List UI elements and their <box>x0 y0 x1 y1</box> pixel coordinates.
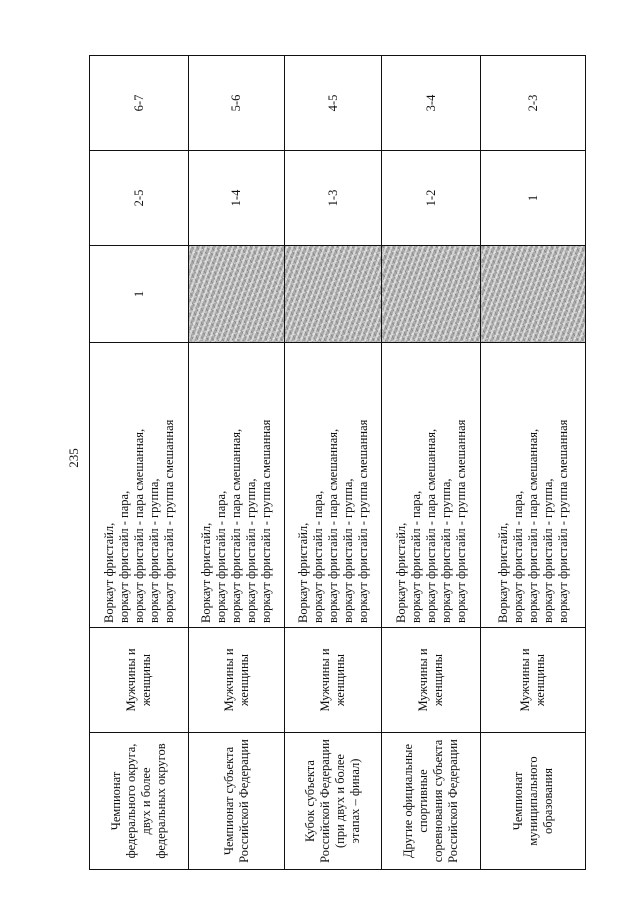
place-cell-a: 1 <box>90 246 189 343</box>
competition-cell: Другие официальные спортивные соревнования субъекта Российской Федерации <box>382 733 481 870</box>
place-cell-b: 1-4 <box>189 151 285 246</box>
table-row <box>481 56 586 870</box>
table-viewport <box>62 82 570 863</box>
competition-cell: Чемпионат муниципального образования <box>481 733 586 870</box>
participants-cell: Мужчины и женщины <box>285 628 382 733</box>
discipline-line: воркаут фристайл - группа смешанная <box>161 419 176 623</box>
discipline-line: воркаут фристайл - группа смешанная <box>355 419 370 623</box>
place-cell-c: 2-3 <box>481 56 586 151</box>
ranking-table <box>89 55 586 870</box>
discipline-line: воркаут фристайл - пара, <box>310 490 325 623</box>
participants-cell: Мужчины и женщины <box>382 628 481 733</box>
table-row <box>285 56 382 870</box>
table-row <box>90 56 189 870</box>
place-cell-c: 6-7 <box>90 56 189 151</box>
place-cell-b: 2-5 <box>90 151 189 246</box>
shaded-cell <box>189 246 285 343</box>
participants-cell: Мужчины и женщины <box>189 628 285 733</box>
place-cell-c: 5-6 <box>189 56 285 151</box>
discipline-line: воркаут фристайл - пара смешанная, <box>423 428 438 623</box>
discipline-line: Воркаут фристайл, <box>101 522 116 623</box>
place-cell-b: 1 <box>481 151 586 246</box>
table-row <box>189 56 285 870</box>
discipline-line: воркаут фристайл - пара смешанная, <box>229 428 243 623</box>
competition-cell: Чемпионат федерального округа, двух и более федеральных округов <box>90 733 189 870</box>
competition-cell: Кубок субъекта Российской Федерации (при двух и более этапах – финал) <box>285 733 382 870</box>
shaded-cell <box>382 246 481 343</box>
place-cell-b: 1-2 <box>382 151 481 246</box>
discipline-line: воркаут фристайл - группа смешанная <box>453 419 468 623</box>
place-cell-b: 1-3 <box>285 151 382 246</box>
discipline-line: воркаут фристайл - группа, <box>438 478 453 623</box>
discipline-line: воркаут фристайл - группа, <box>540 478 555 623</box>
discipline-line: воркаут фристайл - пара смешанная, <box>525 428 540 623</box>
competition-cell: Чемпионат субъекта Российской Федерации <box>189 733 285 870</box>
page-number: 235 <box>66 448 81 468</box>
discipline-line: воркаут фристайл - пара смешанная, <box>325 428 340 623</box>
place-cell-c: 3-4 <box>382 56 481 151</box>
disciplines-cell <box>189 343 285 628</box>
shaded-cell <box>481 246 586 343</box>
discipline-line: воркаут фристайл - пара, <box>214 490 228 623</box>
shaded-cell <box>285 246 382 343</box>
disciplines-cell <box>285 343 382 628</box>
discipline-line: Воркаут фристайл, <box>495 522 510 623</box>
participants-cell: Мужчины и женщины <box>481 628 586 733</box>
discipline-line: Воркаут фристайл, <box>295 522 310 623</box>
table-row <box>382 56 481 870</box>
discipline-line: воркаут фристайл - пара, <box>116 490 131 623</box>
participants-cell: Мужчины и женщины <box>90 628 189 733</box>
place-cell-c: 4-5 <box>285 56 382 151</box>
discipline-line: воркаут фристайл - группа, <box>340 478 355 623</box>
discipline-line: воркаут фристайл - пара смешанная, <box>131 428 146 623</box>
discipline-line: воркаут фристайл - группа, <box>244 478 258 623</box>
discipline-line: воркаут фристайл - пара, <box>510 490 525 623</box>
disciplines-cell <box>382 343 481 628</box>
disciplines-cell <box>90 343 189 628</box>
discipline-line: Воркаут фристайл, <box>199 522 213 623</box>
disciplines-cell <box>481 343 586 628</box>
discipline-line: воркаут фристайл - группа смешанная <box>259 419 273 623</box>
discipline-line: воркаут фристайл - группа, <box>146 478 161 623</box>
discipline-line: Воркаут фристайл, <box>393 522 408 623</box>
discipline-line: воркаут фристайл - группа смешанная <box>555 419 570 623</box>
discipline-line: воркаут фристайл - пара, <box>408 490 423 623</box>
